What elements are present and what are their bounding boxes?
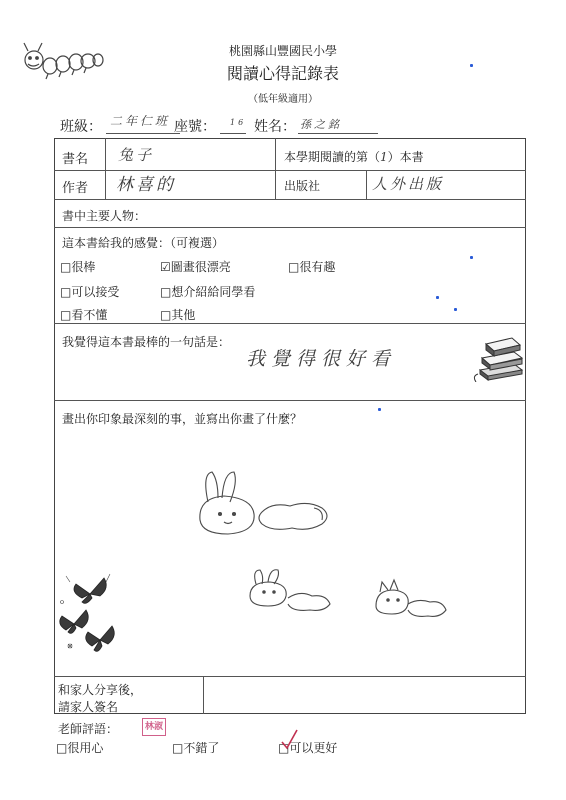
drawing-prompt: 畫出你印象最深刻的事，並寫出你畫了什麼？ [62, 412, 303, 426]
characters-label: 書中主要人物： [62, 209, 147, 223]
feeling-option-pretty-pictures[interactable]: ☑ 圖畫很漂亮 [160, 258, 231, 275]
author-value: 林喜的 [116, 175, 176, 195]
name-value: 孫之銘 [300, 118, 342, 131]
teacher-comment-label: 老師評語： [58, 722, 119, 736]
best-sentence-answer: 我覺得很好看 [246, 348, 397, 370]
feeling-option-recommend[interactable]: □ 想介紹給同學看 [160, 283, 255, 300]
feeling-option-great[interactable]: □ 很棒 [60, 258, 95, 275]
name-label: 姓名： [254, 119, 296, 135]
seat-label: 座號： [174, 119, 216, 135]
best-sentence-prompt: 我覺得這本書最棒的一句話是： [62, 335, 231, 349]
teacher-option-diligent[interactable]: □ 很用心 [56, 739, 103, 756]
books-stack-icon [470, 326, 526, 382]
family-line-2: 請家人簽名 [58, 700, 119, 714]
feeling-option-other[interactable]: □ 其他 [160, 306, 195, 323]
book-title-label: 書名 [62, 152, 89, 167]
bunny-drawing-1 [190, 462, 350, 542]
feeling-option-not-understand[interactable]: □ 看不懂 [60, 306, 107, 323]
teacher-stamp: 林淑 [142, 718, 166, 736]
seat-value: 16 [230, 118, 247, 127]
book-title-value: 兔子 [118, 146, 155, 164]
teacher-option-good[interactable]: □ 不錯了 [172, 739, 219, 756]
class-value: 二年仁班 [110, 114, 171, 128]
family-line-1: 和家人分享後， [58, 683, 143, 697]
feeling-option-acceptable[interactable]: □ 可以接受 [60, 283, 119, 300]
check-mark-icon [278, 728, 300, 752]
publisher-label: 出版社 [284, 179, 321, 193]
bunny-drawing-3 [372, 578, 452, 618]
form-title: 閱讀心得記錄表 [226, 64, 339, 83]
author-label: 作者 [62, 181, 89, 196]
publisher-value: 人外出版 [372, 175, 445, 193]
family-signature-field[interactable] [210, 680, 520, 710]
class-label: 班級： [60, 119, 102, 135]
feelings-prompt: 這本書給我的感覺：（可複選） [62, 236, 225, 250]
teacher-option-can-improve[interactable]: □ 可以更好 [278, 739, 337, 756]
form-subtitle: （低年級適用） [248, 94, 318, 105]
feeling-option-interesting[interactable]: □ 很有趣 [288, 258, 335, 275]
bunny-drawing-2 [244, 566, 334, 614]
butterflies-icon [56, 572, 132, 672]
book-count-label: 本學期閱讀的第（1）本書 [284, 150, 424, 164]
school-name: 桃園縣山豐國民小學 [228, 44, 337, 58]
